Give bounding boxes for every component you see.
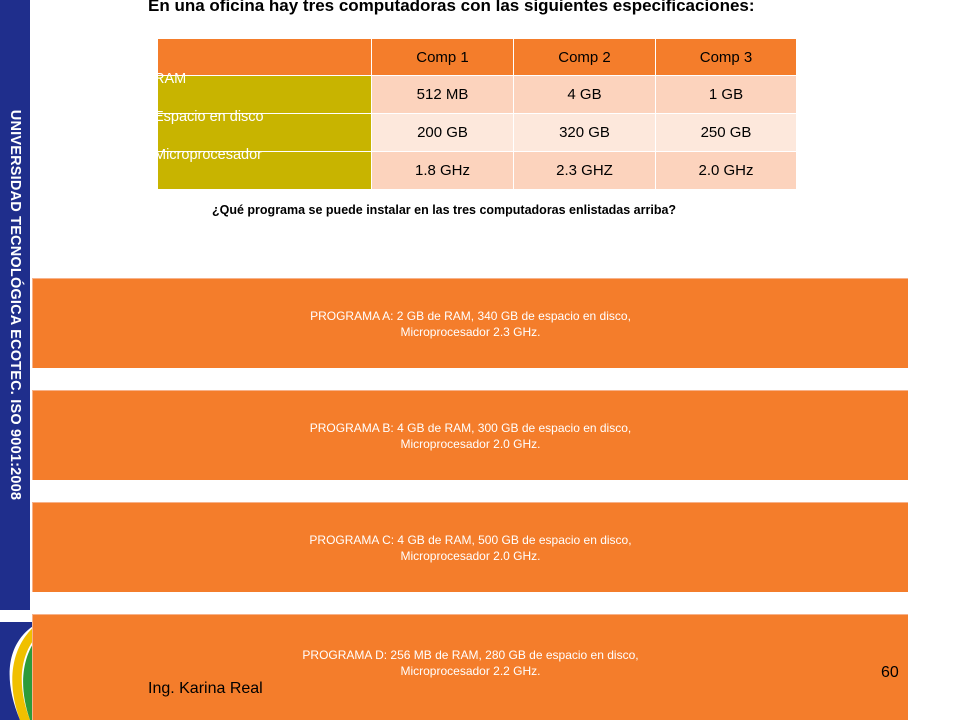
program-d-option[interactable] <box>32 614 908 720</box>
row-label: RAM <box>158 76 372 114</box>
table-cell: 4 GB <box>514 76 656 114</box>
table-cell: 1 GB <box>656 76 797 114</box>
table-cell: 512 MB <box>372 76 514 114</box>
specs-table <box>154 38 797 190</box>
table-row <box>158 114 797 152</box>
program-a-option[interactable] <box>32 278 908 368</box>
page-title: En una oficina hay tres computadoras con las siguientes especificaciones: <box>148 0 755 15</box>
header-cell: Comp 3 <box>656 39 797 76</box>
table-header-row <box>158 39 797 76</box>
university-banner <box>0 0 30 610</box>
page-number: 60 <box>881 664 899 681</box>
program-c-text: PROGRAMA C: 4 GB de RAM, 500 GB de espacio en disco, Microprocesador 2.0 GHz. <box>309 532 632 563</box>
header-cell <box>158 39 372 76</box>
question-text: ¿Qué programa se puede instalar en las tres computadoras enlistadas arriba? <box>212 203 677 217</box>
header-cell: Comp 2 <box>514 39 656 76</box>
table-row <box>158 76 797 114</box>
row-label: Espacio en disco <box>158 114 372 152</box>
program-d-text: PROGRAMA D: 256 MB de RAM, 280 GB de espacio en disco, Microprocesador 2.2 GHz. <box>302 648 639 678</box>
row-label: Microprocesador <box>158 152 372 190</box>
program-b-text: PROGRAMA B: 4 GB de RAM, 300 GB de espacio en disco, Microprocesador 2.0 GHz. <box>309 420 632 451</box>
table-cell: 200 GB <box>372 114 514 152</box>
table-cell: 1.8 GHz <box>372 152 514 190</box>
table-cell: 320 GB <box>514 114 656 152</box>
table-cell: 2.0 GHz <box>656 152 797 190</box>
header-cell: Comp 1 <box>372 39 514 76</box>
program-b-option[interactable] <box>32 390 908 480</box>
table-cell: 250 GB <box>656 114 797 152</box>
banner-text: UNIVERSIDAD TECNOLÓGICA ECOTEC. ISO 9001:2008 <box>7 109 23 501</box>
author-name: Ing. Karina Real <box>148 680 263 697</box>
program-a-text: PROGRAMA A: 2 GB de RAM, 340 GB de espacio en disco, Microprocesador 2.3 GHz. <box>310 308 631 339</box>
program-c-option[interactable] <box>32 502 908 592</box>
table-cell: 2.3 GHZ <box>514 152 656 190</box>
table-row <box>158 152 797 190</box>
